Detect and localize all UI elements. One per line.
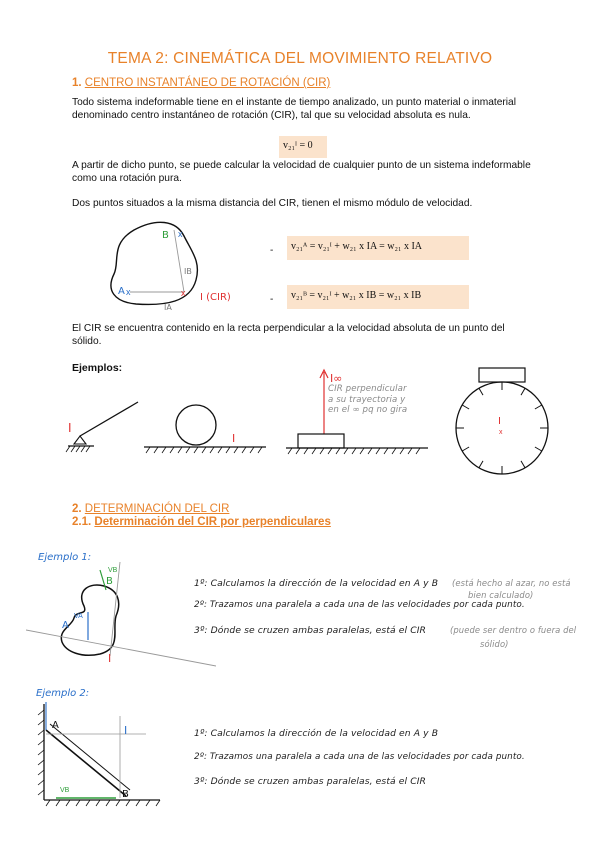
example-2-diagram [36, 700, 166, 812]
section-2-1-heading [72, 516, 331, 528]
dash-a: - [270, 245, 274, 256]
example-2-label: Ejemplo 2: [36, 688, 90, 699]
infinity-cir-label: I∞ [330, 372, 343, 385]
cir-label: I (CIR) [200, 292, 231, 303]
ex2-step-1: 1º: Calculamos la dirección de la velocidad en A y B [194, 728, 439, 739]
examples-label: Ejemplos: [72, 362, 123, 374]
formula-velocity-a-text: v₂₁ᴬ = v₂₁ᴵ + w₂₁ x IA = w₂₁ x IA [291, 241, 423, 252]
ex2-point-a: A [52, 720, 59, 731]
point-i-mark: x [181, 288, 186, 298]
ex1-step-1: 1º: Calculamos la dirección de la velocidad en A y B [194, 578, 439, 589]
section-1-title: CENTRO INSTANTÁNEO DE ROTACIÓN (CIR) [84, 77, 331, 89]
disc-cir-label: I [498, 416, 501, 427]
section-1-number: 1. [72, 77, 82, 89]
paragraph-perpendicular: El CIR se encuentra contenido en la recta perpendicular a la velocidad absoluta de un punto del sólido. [72, 323, 505, 347]
formula-cir-zero-text: v₂₁ᴵ = 0 [283, 140, 313, 151]
ex1-va-label: VA [74, 613, 83, 620]
infinity-note-line-3: en el ∞ pq no gira [328, 405, 408, 415]
ex1-step-1-note-b: bien calculado) [468, 590, 534, 600]
ex1-step-1-note-a: (está hecho al azar, no está [452, 578, 571, 588]
point-b-label: B [162, 230, 169, 241]
formula-cir-zero [279, 136, 327, 158]
ex2-vb-label: VB [60, 787, 70, 794]
paragraph-rotation: A partir de dicho punto, se puede calcular la velocidad de cualquier punto de un sistema indeformable como una rotación pura. [72, 160, 531, 184]
section-2-1-number: 2.1. [72, 516, 92, 528]
ex1-step-2: 2º: Trazamos una paralela a cada una de las velocidades por cada punto. [194, 600, 525, 610]
example-1-diagram [26, 556, 216, 670]
wheel-example [140, 390, 270, 460]
ex2-point-b: B [122, 789, 129, 800]
disc-cir-mark: x [499, 429, 503, 436]
infinity-note [328, 384, 407, 416]
line-ib [174, 230, 184, 292]
paragraph-cir-definition: Todo sistema indeformable tiene en el instante de tiempo analizado, un punto material o inmaterial denominado centro instantáneo de rotación (CIR), tal que su velocidad absoluta es nula. [72, 97, 516, 121]
ib-label: IB [184, 267, 192, 276]
formula-velocity-b [287, 285, 469, 309]
bar-cir-label: I [68, 421, 72, 435]
page-title: TEMA 2: CINEMÁTICA DEL MOVIMIENTO RELATIVO [107, 50, 493, 67]
ia-label: IA [164, 303, 172, 312]
bar-example [60, 366, 150, 458]
example-1-label: Ejemplo 1: [38, 552, 92, 563]
ex1-step-3-note-b: sólido) [480, 639, 509, 649]
point-b-mark: x [178, 229, 183, 239]
ex1-step-3: 3º: Dónde se cruzen ambas paralelas, está el CIR [194, 625, 427, 636]
formula-velocity-b-text: v₂₁ᴮ = v₂₁ᴵ + w₂₁ x IB = w₂₁ x IB [291, 290, 422, 301]
ex1-cir-label: I [108, 652, 112, 665]
wheel-cir-label: I [232, 432, 236, 445]
section-2-number: 2. [72, 503, 82, 515]
section-2-1-title: Determinación del CIR por perpendiculares [94, 516, 331, 528]
section-1-heading [72, 77, 330, 89]
disc-example [448, 366, 556, 478]
formula-velocity-a [287, 236, 469, 260]
ex1-point-a: A [62, 620, 69, 631]
section-2-heading [72, 503, 229, 515]
dash-b: - [270, 294, 274, 305]
section-2-title: DETERMINACIÓN DEL CIR [84, 503, 230, 515]
infinity-note-line-1: CIR perpendicular [328, 384, 407, 394]
ex1-step-3-note-a: (puede ser dentro o fuera del [450, 625, 577, 635]
example-1-solid [61, 585, 118, 655]
ex2-cir-label: I [124, 724, 128, 737]
ex2-step-2: 2º: Trazamos una paralela a cada una de las velocidades por cada punto. [194, 752, 525, 762]
ex1-point-b: B [106, 576, 113, 587]
ex2-step-3: 3º: Dónde se cruzen ambas paralelas, está el CIR [194, 776, 427, 787]
point-a-mark: x [126, 287, 131, 297]
ex1-vb-label: VB [108, 567, 118, 574]
cir-solid-diagram [96, 218, 276, 318]
paragraph-same-distance: Dos puntos situados a la misma distancia del CIR, tienen el mismo módulo de velocidad. [72, 198, 473, 209]
point-a-label: A [118, 286, 125, 297]
infinity-note-line-2: a su trayectoria y [328, 394, 406, 405]
